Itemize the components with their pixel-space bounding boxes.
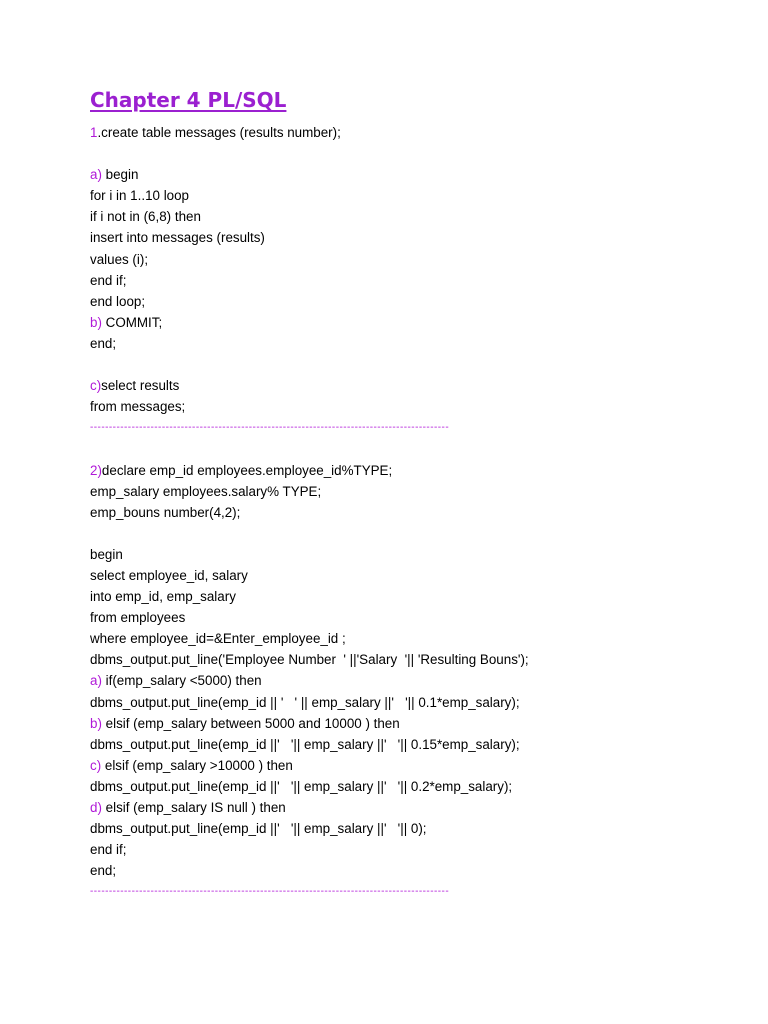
code-line <box>90 206 529 227</box>
item-marker: d) <box>90 800 102 815</box>
code-line <box>90 628 529 649</box>
code-line <box>90 818 529 839</box>
code-line <box>90 312 529 333</box>
item-marker: c) <box>90 378 102 394</box>
code-text: dbms_output.put_line(emp_id ||' '|| emp_salary ||' '|| 0.2*emp_salary); <box>90 778 513 794</box>
item-marker: 1 <box>90 125 98 140</box>
code-text: if i not in (6,8) then <box>90 209 201 225</box>
code-line <box>90 502 529 523</box>
code-text: dbms_output.put_line('Employee Number ' ||'Salary '|| 'Resulting Bouns'); <box>90 652 529 668</box>
code-text: where employee_id=&Enter_employee_id ; <box>90 631 346 647</box>
code-text: .create table messages (results number); <box>97 125 341 140</box>
code-line <box>90 860 529 881</box>
code-text: emp_salary employees.salary% TYPE; <box>90 483 322 499</box>
code-text: COMMIT; <box>101 314 163 330</box>
code-line <box>90 565 529 586</box>
item-marker: b) <box>90 314 102 330</box>
code-text: emp_bouns number(4,2); <box>90 504 241 520</box>
code-line <box>90 122 529 143</box>
code-text: values (i); <box>90 251 149 267</box>
code-line <box>90 227 529 248</box>
code-line <box>90 185 529 206</box>
code-line <box>90 755 529 776</box>
section-separator: ----------------------------------------------------------------------------------------------- <box>90 886 450 898</box>
code-text: begin <box>90 546 123 562</box>
code-text: from employees <box>90 610 186 626</box>
item-marker: a) <box>90 673 102 689</box>
code-text: dbms_output.put_line(emp_id ||' '|| emp_salary ||' '|| 0.15*emp_salary); <box>90 736 520 752</box>
code-listing <box>90 122 529 902</box>
code-text: into emp_id, emp_salary <box>90 589 236 605</box>
code-text: end; <box>90 863 117 879</box>
code-line <box>90 586 529 607</box>
code-text: if(emp_salary <5000) then <box>101 673 262 689</box>
code-line <box>90 375 529 396</box>
code-text: end loop; <box>90 293 146 309</box>
code-line <box>90 249 529 270</box>
item-marker: c) <box>90 757 102 773</box>
section-separator: ----------------------------------------------------------------------------------------------- <box>90 422 450 434</box>
code-text: end; <box>90 335 117 351</box>
code-line <box>90 692 529 713</box>
code-line <box>90 396 529 417</box>
code-text: elsif (emp_salary IS null ) then <box>101 800 286 815</box>
code-line <box>90 143 529 164</box>
item-marker: 2) <box>90 462 102 478</box>
code-line <box>90 438 529 459</box>
code-line <box>90 649 529 670</box>
code-line <box>90 797 529 818</box>
code-text: for i in 1..10 loop <box>90 188 190 204</box>
code-text: dbms_output.put_line(emp_id || ' ' || emp_salary ||' '|| 0.1*emp_salary); <box>90 694 520 710</box>
code-line <box>90 670 529 691</box>
code-text: select employee_id, salary <box>90 567 248 583</box>
code-line <box>90 481 529 502</box>
code-line <box>90 164 529 185</box>
item-marker: b) <box>90 715 102 731</box>
code-line <box>90 523 529 544</box>
code-line <box>90 607 529 628</box>
code-text: end if; <box>90 842 127 858</box>
code-line <box>90 270 529 291</box>
code-line <box>90 291 529 312</box>
code-text: end if; <box>90 272 127 288</box>
code-text: elsif (emp_salary >10000 ) then <box>101 757 293 773</box>
code-line <box>90 839 529 860</box>
code-line <box>90 713 529 734</box>
code-line <box>90 544 529 565</box>
code-text: insert into messages (results) <box>90 230 265 246</box>
code-text: from messages; <box>90 399 186 415</box>
code-text: dbms_output.put_line(emp_id ||' '|| emp_salary ||' '|| 0); <box>90 821 427 837</box>
code-text: select results <box>101 378 180 394</box>
code-line <box>90 354 529 375</box>
code-text: declare emp_id employees.employee_id%TYPE; <box>101 462 393 478</box>
code-text: elsif (emp_salary between 5000 and 10000 ) then <box>101 715 400 731</box>
code-text: begin <box>101 167 139 183</box>
item-marker: a) <box>90 167 102 183</box>
code-line <box>90 776 529 797</box>
code-line <box>90 333 529 354</box>
code-line <box>90 460 529 481</box>
page-title: Chapter 4 PL/SQL <box>90 88 287 112</box>
code-line <box>90 734 529 755</box>
